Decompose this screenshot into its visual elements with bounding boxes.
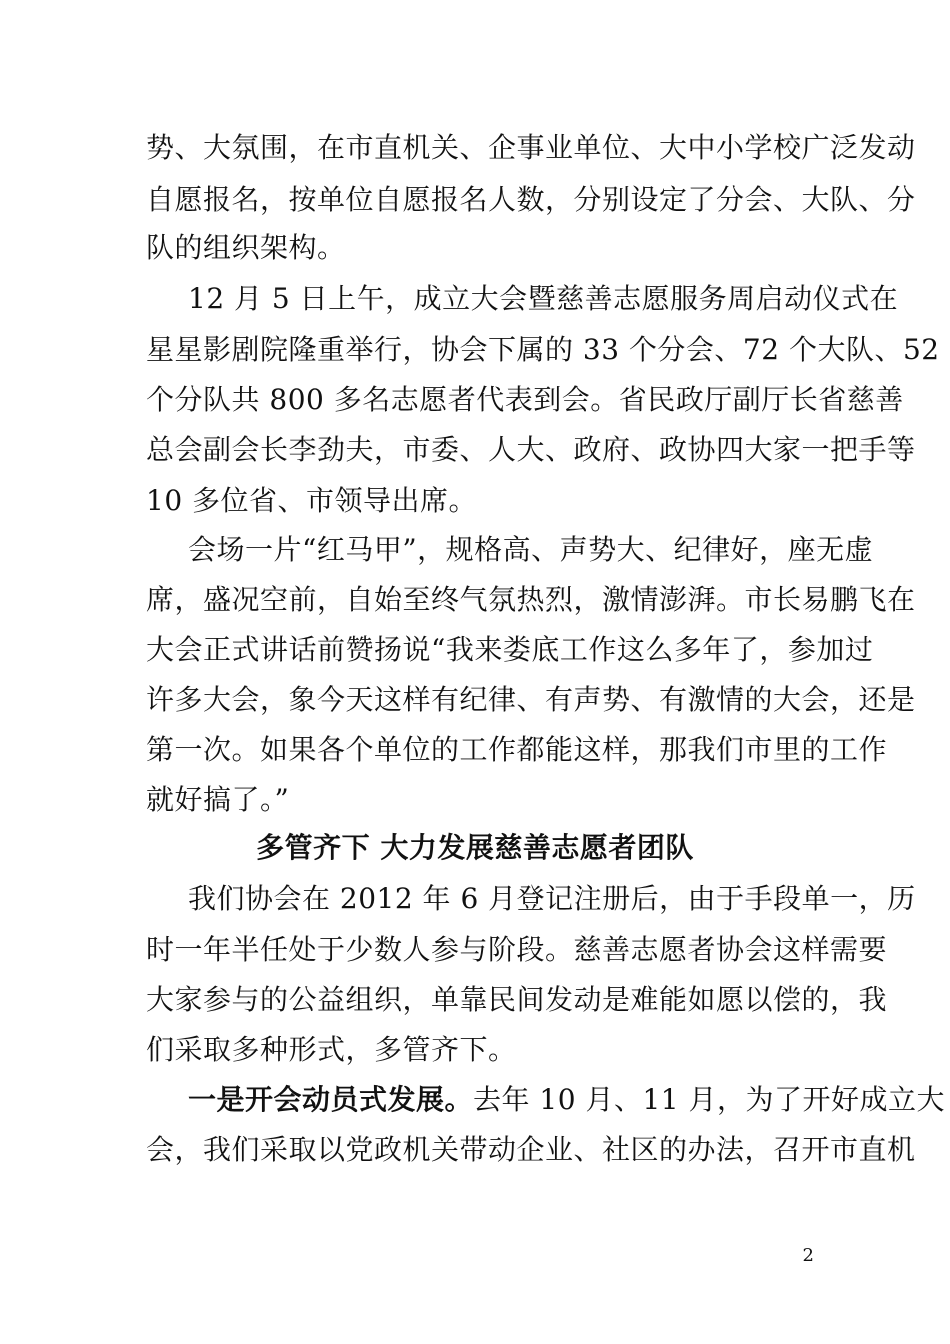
paragraph-line: 我们协会在 2012 年 6 月登记注册后，由于手段单一，历	[188, 882, 916, 915]
paragraph-line: 大会正式讲话前赞扬说“我来娄底工作这么多年了，参加过	[146, 633, 874, 666]
section-heading: 多管齐下 大力发展慈善志愿者团队	[256, 831, 694, 864]
paragraph-line: 总会副会长李劲夫，市委、人大、政府、政协四大家一把手等	[146, 433, 916, 466]
paragraph-line: 们采取多种形式，多管齐下。	[146, 1033, 517, 1066]
paragraph-line: 许多大会，象今天这样有纪律、有声势、有激情的大会，还是	[146, 683, 916, 716]
paragraph-line: 会场一片“红马甲”，规格高、声势大、纪律好，座无虚	[188, 533, 874, 566]
paragraph-line: 会，我们采取以党政机关带动企业、社区的办法，召开市直机	[146, 1133, 916, 1166]
paragraph-line: 势、大氛围，在市直机关、企事业单位、大中小学校广泛发动	[146, 131, 916, 164]
paragraph-line: 就好搞了。”	[146, 783, 290, 816]
paragraph-text: 去年 10 月、11 月，为了开好成立大	[473, 1083, 945, 1116]
paragraph-line: 12 月 5 日上午，成立大会暨慈善志愿服务周启动仪式在	[188, 282, 899, 315]
paragraph-line: 星星影剧院隆重举行，协会下属的 33 个分会、72 个大队、52	[146, 333, 940, 366]
paragraph-line: 席，盛况空前，自始至终气氛热烈，激情澎湃。市长易鹏飞在	[146, 583, 916, 616]
paragraph-line: 个分队共 800 多名志愿者代表到会。省民政厅副厅长省慈善	[146, 383, 904, 416]
paragraph-line: 队的组织架构。	[146, 231, 346, 264]
paragraph-line: 时一年半任处于少数人参与阶段。慈善志愿者协会这样需要	[146, 933, 888, 966]
paragraph-line	[188, 1080, 945, 1120]
page-number: 2	[802, 1245, 814, 1266]
paragraph-line: 自愿报名，按单位自愿报名人数，分别设定了分会、大队、分	[146, 183, 916, 216]
paragraph-line: 10 多位省、市领导出席。	[146, 484, 478, 517]
paragraph-line: 大家参与的公益组织，单靠民间发动是难能如愿以偿的，我	[146, 983, 888, 1016]
lead-phrase: 一是开会动员式发展。	[188, 1083, 474, 1116]
paragraph-line: 第一次。如果各个单位的工作都能这样，那我们市里的工作	[146, 733, 888, 766]
